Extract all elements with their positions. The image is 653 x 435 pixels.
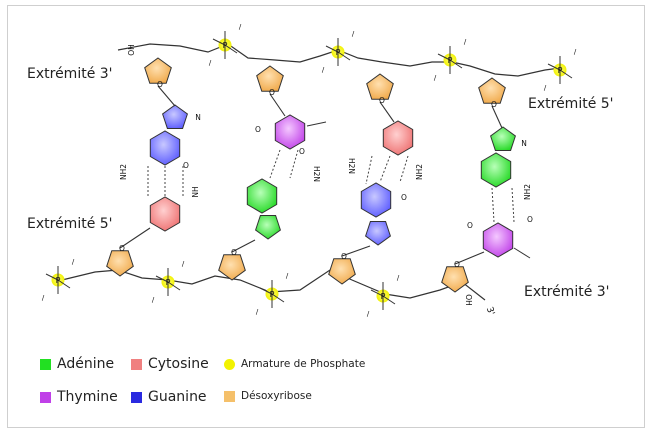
ring-oxygen-label: O xyxy=(341,252,347,261)
carbonyl-oxygen-label: O xyxy=(401,193,407,202)
ring-oxygen-label: O xyxy=(454,260,460,269)
legend-swatch-phosphate xyxy=(224,359,235,370)
phosphate-oxygen-label: / xyxy=(463,38,467,46)
carbonyl-oxygen-label: O xyxy=(183,161,189,170)
ring-oxygen-label: O xyxy=(231,248,237,257)
phosphate-oxygen-label: / xyxy=(238,23,242,31)
legend-label-guanine: Guanine xyxy=(148,389,207,405)
guanine-pyrimidine-ring xyxy=(361,183,390,217)
deoxyribose-sugar xyxy=(219,255,246,280)
guanine-imidazole-ring xyxy=(163,105,188,129)
phosphate-oxygen-label: / xyxy=(351,30,355,38)
legend-label-cytosine: Cytosine xyxy=(148,356,209,372)
hydrogen-bonds xyxy=(148,150,514,222)
hydrogen-bond xyxy=(270,150,280,178)
legend-label-thymine: Thymine xyxy=(57,389,118,405)
ring-oxygen-label: O xyxy=(157,80,163,89)
label-5prime-end-bottom: Extrémité 5' xyxy=(27,216,113,232)
guanine-pyrimidine-ring xyxy=(150,131,179,165)
ring-oxygen-label: O xyxy=(491,100,497,109)
phosphate-oxygen-label: / xyxy=(573,48,577,56)
carbonyl-oxygen-label: O xyxy=(255,125,261,134)
carbonyl-oxygen-label: O xyxy=(467,221,473,230)
phosphorus-label: P xyxy=(447,56,453,65)
phosphate-oxygen-label: / xyxy=(41,294,45,302)
phosphorus-label: P xyxy=(55,276,61,285)
thymine-ring xyxy=(483,223,512,257)
phosphate-oxygen-label: / xyxy=(255,308,259,316)
ring-oxygen-label: O xyxy=(379,96,385,105)
legend-label-adenine: Adénine xyxy=(57,356,115,372)
phosphorus-label: P xyxy=(269,290,275,299)
legend-swatch-adenine xyxy=(40,359,51,370)
phosphate-oxygen-label: / xyxy=(543,84,547,92)
cytosine-ring xyxy=(150,197,179,231)
amine-group-label: NH2 xyxy=(415,163,424,181)
phosphorus-label: P xyxy=(557,66,563,75)
amine-group-label: H2N xyxy=(312,165,321,183)
legend-swatch-guanine xyxy=(131,392,142,403)
phosphate-oxygen-label: / xyxy=(151,296,155,304)
legend-item-cytosine xyxy=(131,356,209,372)
label-5prime-end-top: Extrémité 5' xyxy=(528,96,614,112)
hydroxyl-label: OH xyxy=(127,44,136,56)
legend-label-phosphate: Armature de Phosphate xyxy=(241,358,366,370)
glycosidic-bond xyxy=(270,94,285,116)
hydrogen-bond xyxy=(290,150,298,178)
legend-item-thymine xyxy=(40,389,118,405)
ring-nitrogen-label: N xyxy=(195,113,201,122)
legend-item-guanine xyxy=(131,389,207,405)
hydrogen-bond xyxy=(400,156,408,182)
legend-item-phosphate xyxy=(224,358,365,370)
amine-group-label: H2N xyxy=(347,157,356,175)
carbonyl-oxygen-label: O xyxy=(527,215,533,224)
label-3prime-end-top: Extrémité 3' xyxy=(27,66,113,82)
ring-nitrogen-label: N xyxy=(521,139,527,148)
phosphorus-label: P xyxy=(165,278,171,287)
nucleobases xyxy=(120,86,530,264)
phosphate-oxygen-label: / xyxy=(71,258,75,266)
phosphate-oxygen-label: / xyxy=(208,59,212,67)
adenine-pyrimidine-ring xyxy=(481,153,510,187)
phosphate-oxygen-label: / xyxy=(433,74,437,82)
adenine-pyrimidine-ring xyxy=(247,179,276,213)
phosphate-oxygen-label: / xyxy=(366,310,370,318)
guanine-imidazole-ring xyxy=(366,222,391,246)
hydroxyl-label: OH xyxy=(464,294,473,306)
methyl-group xyxy=(307,122,326,126)
imine-group-label: NH xyxy=(191,186,200,198)
cytosine-ring xyxy=(383,121,412,155)
label-3prime-end-bottom: Extrémité 3' xyxy=(524,284,610,300)
glycosidic-bond xyxy=(380,102,394,122)
phosphorus-label: P xyxy=(222,41,228,50)
phosphorus-label: P xyxy=(380,292,386,301)
legend-item-adenine xyxy=(40,356,114,372)
hydrogen-bond xyxy=(492,188,494,222)
three-prime-label: 3' xyxy=(483,305,496,317)
phosphate-oxygen-label: / xyxy=(285,272,289,280)
phosphorus-label: P xyxy=(335,48,341,57)
glycosidic-bond xyxy=(158,86,175,106)
hydrogen-bond xyxy=(380,156,390,182)
deoxyribose-sugar xyxy=(107,251,134,276)
amine-group-label: NH2 xyxy=(523,183,532,201)
legend-item-deoxyribose xyxy=(224,390,312,402)
amine-group-label: NH2 xyxy=(119,163,128,181)
phosphate-oxygen-label: / xyxy=(396,274,400,282)
legend-swatch-deoxyribose xyxy=(224,391,235,402)
glycosidic-bond xyxy=(492,106,502,128)
legend-label-deoxyribose: Désoxyribose xyxy=(241,390,312,402)
adenine-imidazole-ring xyxy=(256,216,281,240)
carbonyl-oxygen-label: O xyxy=(299,147,305,156)
hydrogen-bond xyxy=(512,188,514,222)
legend-swatch-thymine xyxy=(40,392,51,403)
adenine-imidazole-ring xyxy=(491,127,516,151)
phosphate-oxygen-label: / xyxy=(181,260,185,268)
ring-oxygen-label: O xyxy=(119,244,125,253)
methyl-group xyxy=(514,248,530,258)
deoxyribose-sugars xyxy=(107,58,506,292)
phosphate-oxygen-label: / xyxy=(321,66,325,74)
ring-oxygen-label: O xyxy=(269,88,275,97)
thymine-ring xyxy=(275,115,304,149)
legend-swatch-cytosine xyxy=(131,359,142,370)
hydrogen-bond xyxy=(366,156,372,184)
